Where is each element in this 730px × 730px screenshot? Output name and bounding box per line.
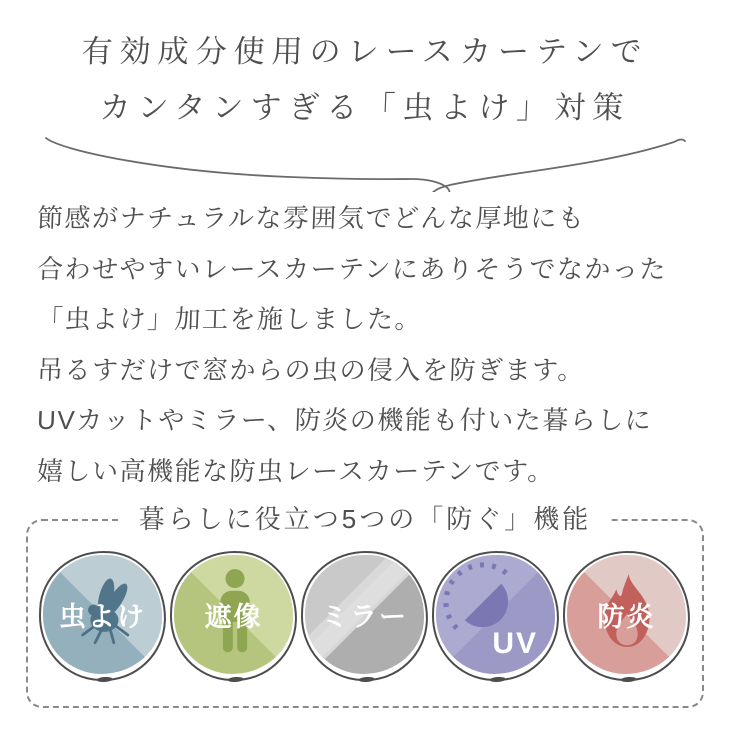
intro-line: 「虫よけ」加工を施しました。 (36, 304, 423, 334)
features-box (26, 504, 704, 708)
squiggle-divider-icon (40, 134, 690, 192)
intro-line: UVカットやミラー、防炎の機能も付いた暮らしに (36, 405, 653, 435)
feature-mushiyoke (42, 554, 164, 676)
intro-line: 吊るすだけで窓からの虫の侵入を防ぎます。 (36, 354, 586, 385)
feature-circle (174, 555, 293, 674)
features-title: 暮らしに役立つ5つの「防ぐ」機能 (121, 499, 609, 536)
feature-label: 防炎 (597, 602, 656, 632)
feature-circle (436, 555, 555, 674)
feature-bouen (566, 554, 688, 676)
heading-line-2: カンタンすぎる「虫よけ」対策 (99, 90, 632, 125)
intro-line: 嬉しい高機能な防虫レースカーテンです。 (36, 455, 556, 486)
intro-line: 合わせやすいレースカーテンにありそうでなかった (36, 253, 668, 284)
feature-mirror (304, 554, 426, 676)
feature-circles-row (28, 521, 702, 676)
intro-paragraph (37, 193, 707, 496)
heading-line-1: 有効成分使用のレースカーテンで (80, 34, 650, 69)
feature-shazou (173, 554, 295, 676)
feature-label: 遮像 (204, 602, 263, 632)
intro-line: 節感がナチュラルな雰囲気でどんな厚地にも (36, 203, 586, 233)
feature-circle (43, 555, 162, 674)
feature-label: UV (492, 627, 538, 660)
feature-circle (567, 555, 686, 674)
feature-label: ミラー (321, 602, 408, 632)
feature-circle (305, 555, 424, 674)
feature-uv (435, 554, 557, 676)
feature-label: 虫よけ (59, 602, 146, 632)
page-heading (0, 24, 730, 136)
